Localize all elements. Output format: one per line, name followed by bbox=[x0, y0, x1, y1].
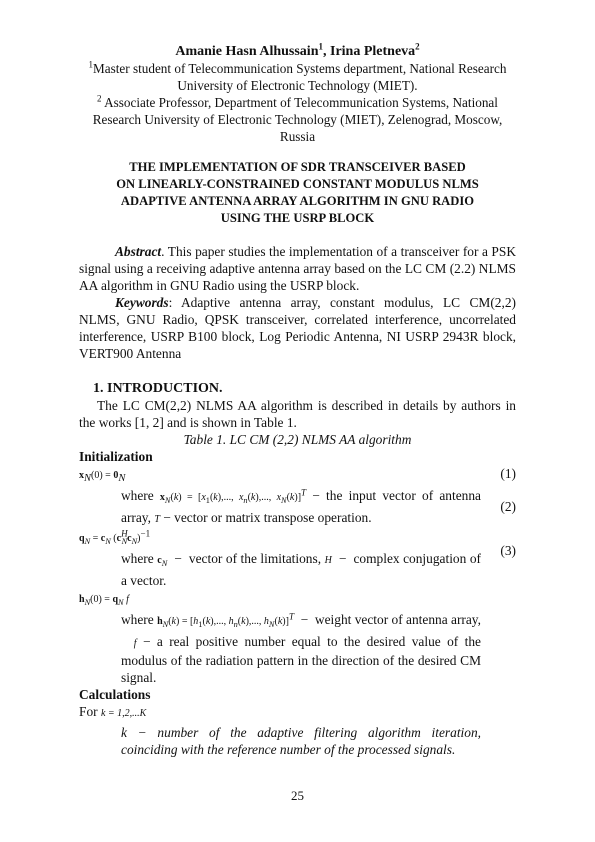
for-line bbox=[79, 703, 516, 722]
page-number: 25 bbox=[291, 788, 304, 803]
keywords bbox=[79, 294, 516, 362]
title-line: THE IMPLEMENTATION OF SDR TRANSCEIVER BASED bbox=[129, 160, 466, 174]
equation-2-where: where $c_N$ − vector of the limitations, H − complex conjugation of a vector. (3) bbox=[121, 543, 516, 588]
k-description: k − number of the adaptive filtering algorithm iteration, coinciding with the reference number of the processed signals. bbox=[121, 725, 481, 757]
equation-1-where: where $x_N(k) = [x_1(k)$,..., $x_n(k)$,..., $x_N(k)]^T$ − the input vector of antenna array, T − vector or matrix transpose operation. bbox=[121, 487, 481, 525]
equation-number-2: (2) bbox=[500, 499, 516, 514]
abstract-text: . This paper studies the implementation of a transceiver for a PSK signal using a receiving adaptive antenna array based on the LC CM (2.2) NLMS AA algorithm in GNU Radio using the USRP block. bbox=[79, 244, 516, 293]
eq-row-1 bbox=[79, 465, 516, 487]
title-line: ON LINEARLY-CONSTRAINED CONSTANT MODULUS NLMS bbox=[116, 177, 479, 191]
abstract bbox=[79, 243, 516, 294]
keywords-text: : Adaptive antenna array, constant modulus, LC CM(2,2) NLMS, GNU Radio, QPSK transceiver, correlated interference, uncorrelated interference, USRP B100 block, Log Periodic Antenna, NI USRP 2943R block, VERT900 Antenna bbox=[79, 295, 516, 361]
title-line: USING THE USRP BLOCK bbox=[220, 211, 375, 225]
init-heading: Initialization bbox=[79, 449, 153, 464]
affiliation-1: $^1$Master student of Telecommunication Systems department, National Research University of Electronic Technology (MIET). bbox=[88, 59, 507, 93]
authors: Amanie Hasn Alhussain$^1$, Irina Pletneva$^2$ bbox=[175, 41, 420, 59]
equation-3: $h_N(0) = q_N$ f bbox=[79, 594, 129, 607]
abstract-label: Abstract bbox=[115, 244, 162, 259]
algorithm-table bbox=[79, 448, 516, 758]
for-label: For bbox=[79, 704, 98, 719]
paper-page bbox=[79, 43, 516, 758]
eq-row-3 bbox=[79, 589, 516, 611]
section-heading: 1. INTRODUCTION. bbox=[93, 381, 223, 396]
equation-number-3: (3) bbox=[500, 543, 516, 558]
equation-2: $q_N = c_N$ $(c^H_Nc_N)^{-1}$ bbox=[79, 528, 151, 546]
section-text: The LC CM(2,2) NLMS AA algorithm is described in details by authors in the works [1, 2] and is shown in Table 1. bbox=[79, 398, 516, 430]
equation-1: $x_N(0) = 0_N$ bbox=[79, 470, 126, 484]
table-caption: Table 1. LC CM (2,2) NLMS AA algorithm bbox=[183, 432, 412, 447]
paper-title bbox=[79, 159, 516, 227]
equation-3-where: where $h_N(k) = [h_1(k)$,..., $h_n(k)$,..., $h_N(k)]^T$ − weight vector of antenna array, f − a real positive number equal to the desired value of the modulus of the radiation pattern in the direction of the desired CM signal. bbox=[121, 611, 481, 685]
equation-number-1: (1) bbox=[500, 466, 516, 481]
keywords-label: Keywords bbox=[115, 295, 169, 310]
affiliation-2: $^2$ Associate Professor, Department of Telecommunication Systems, National Research University of Electronic Technology (MIET), Zelenograd, Moscow, Russia bbox=[92, 93, 503, 144]
for-range: k = 1,2,...K bbox=[100, 708, 147, 719]
title-line: ADAPTIVE ANTENNA ARRAY ALGORITHM IN GNU RADIO bbox=[120, 194, 475, 208]
calc-heading: Calculations bbox=[79, 687, 151, 702]
